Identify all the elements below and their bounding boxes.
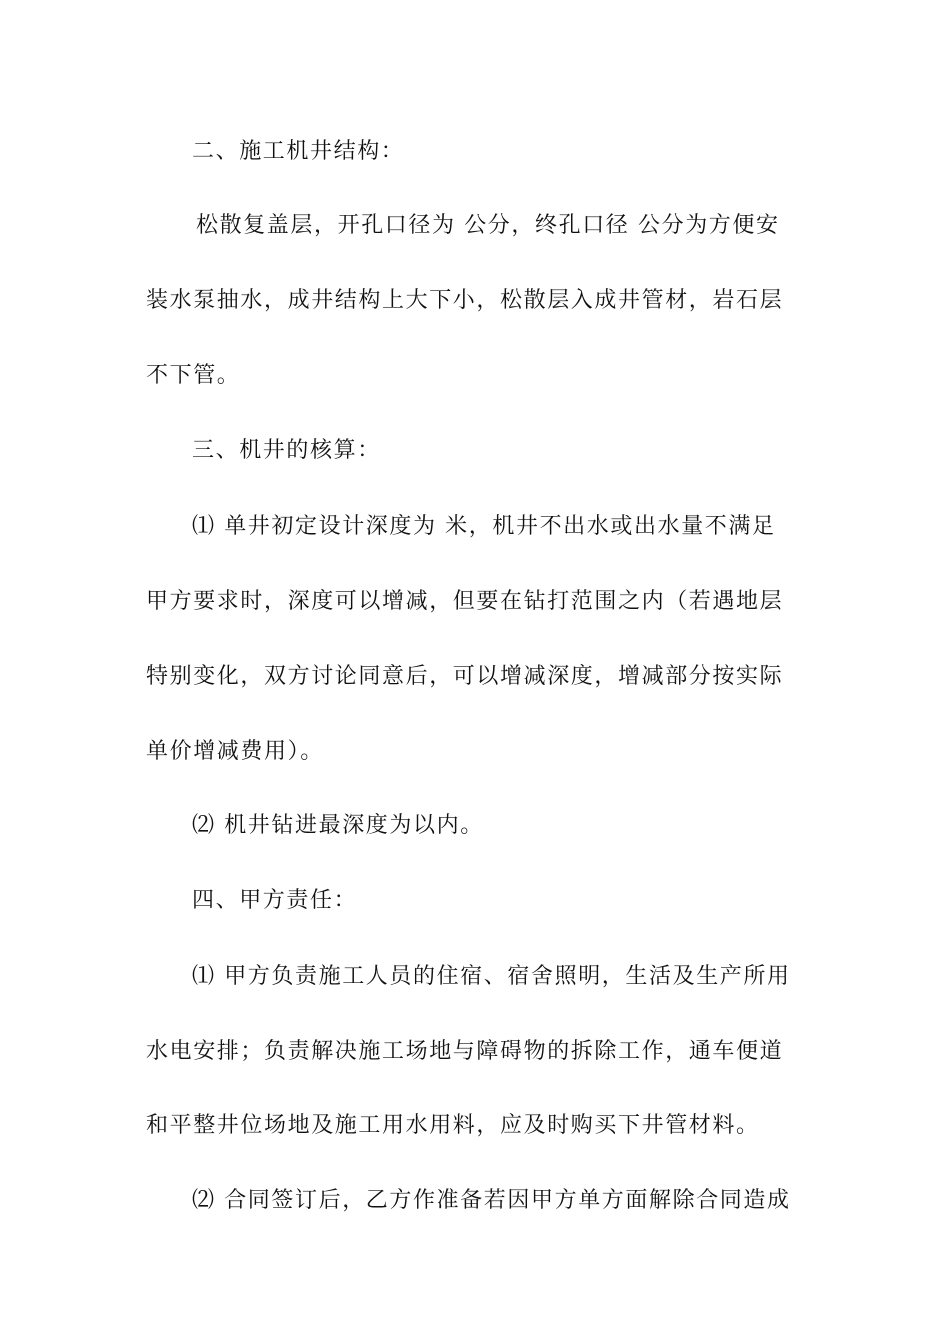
section-heading-2: 二、施工机井结构：: [192, 139, 405, 164]
section-heading-3: 三、机井的核算：: [192, 438, 381, 463]
paragraph-line: ⑵ 机井钻进最深度为以内。: [192, 813, 484, 838]
paragraph-line: 甲方要求时，深度可以增减，但要在钻打范围之内（若遇地层: [146, 589, 784, 614]
paragraph-line: 装水泵抽水，成井结构上大下小，松散层入成井管材，岩石层: [146, 288, 784, 313]
paragraph-line: 不下管。: [146, 363, 241, 388]
paragraph-line: ⑴ 甲方负责施工人员的住宿、宿舍照明，生活及生产所用: [192, 964, 791, 989]
paragraph-line: 松散复盖层，开孔口径为 公分，终孔口径 公分为方便安: [196, 213, 780, 238]
paragraph-line: ⑵ 合同签订后，乙方作准备若因甲方单方面解除合同造成: [192, 1188, 791, 1213]
paragraph-line: 和平整井位场地及施工用水用料，应及时购买下井管材料。: [146, 1113, 760, 1138]
paragraph-line: 水电安排；负责解决施工场地与障碍物的拆除工作，通车便道: [146, 1039, 784, 1064]
paragraph-line: 单价增减费用）。: [146, 739, 324, 764]
paragraph-line: 特别变化，双方讨论同意后，可以增减深度，增减部分按实际: [146, 664, 784, 689]
paragraph-line: ⑴ 单井初定设计深度为 米，机井不出水或出水量不满足: [192, 514, 776, 539]
section-heading-4: 四、甲方责任：: [192, 888, 358, 913]
